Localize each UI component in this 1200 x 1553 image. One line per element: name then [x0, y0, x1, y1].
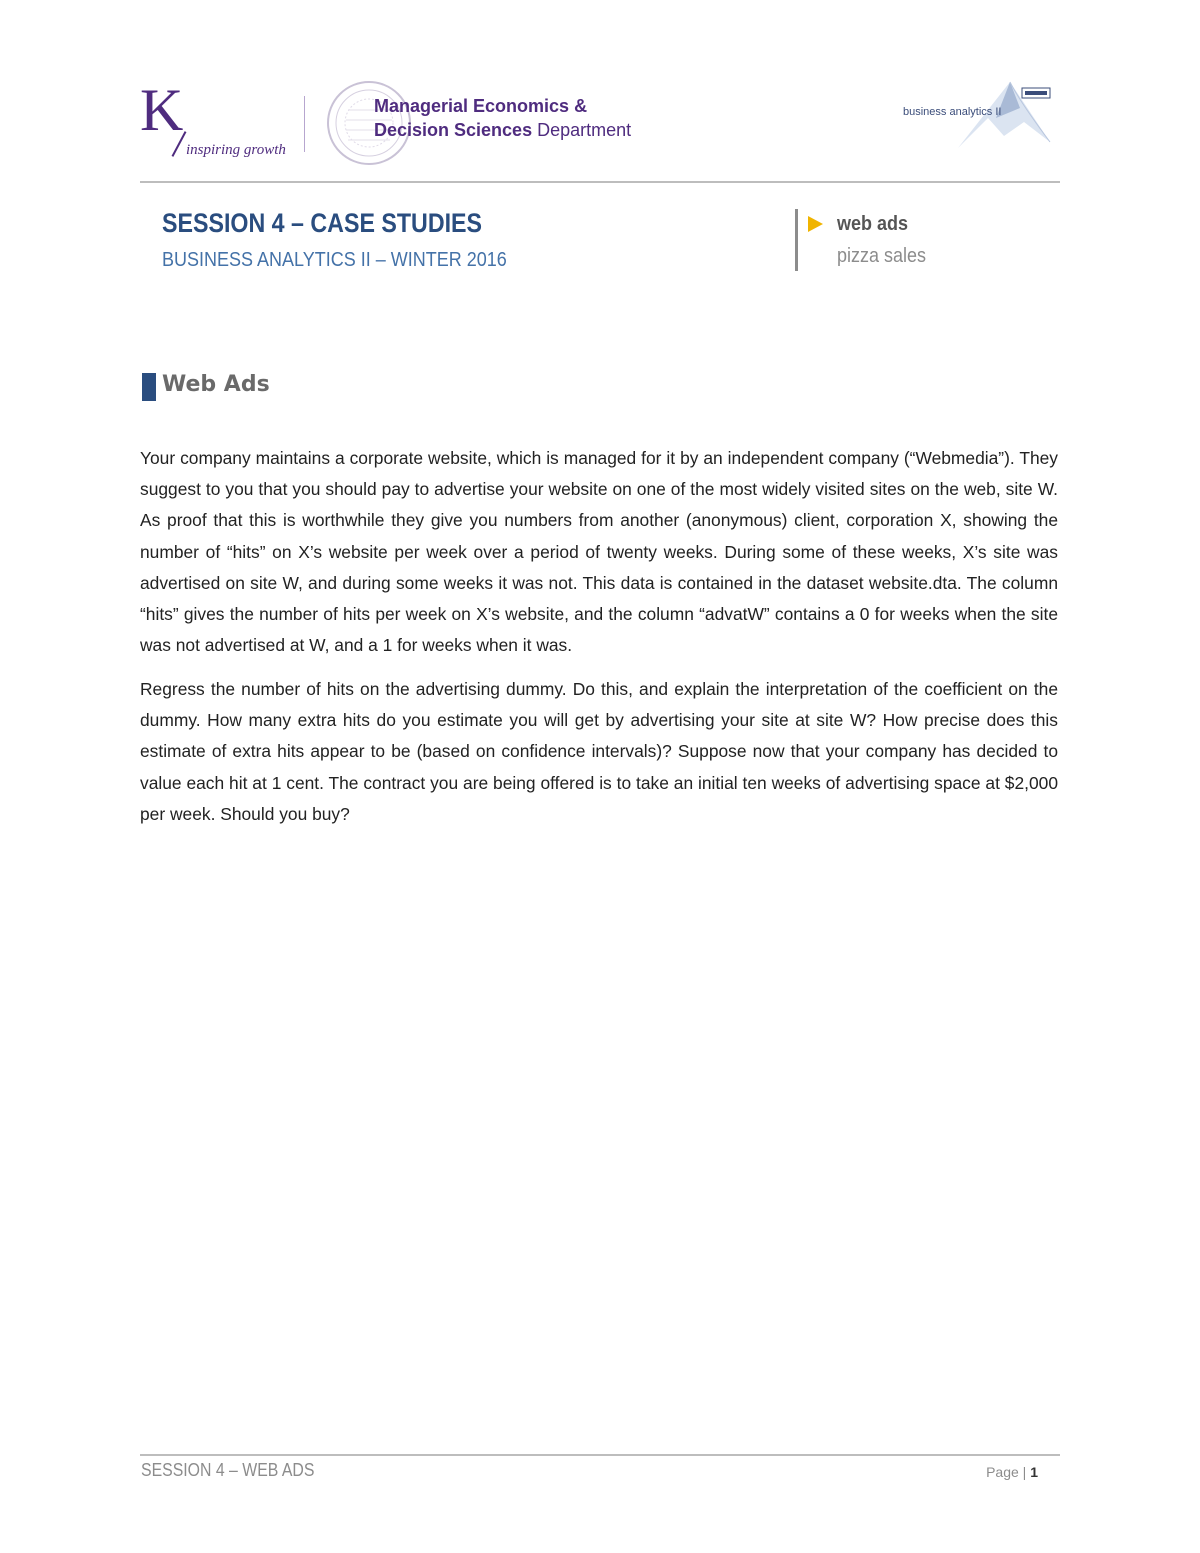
- kellogg-logo-tagline: inspiring growth: [186, 142, 286, 158]
- page-title: SESSION 4 – CASE STUDIES: [162, 208, 483, 238]
- business-analytics-logo: [900, 78, 1060, 158]
- business-analytics-logo-text: business analytics II: [903, 106, 1002, 118]
- header-divider: [304, 96, 305, 152]
- page-subtitle: BUSINESS ANALYTICS II – WINTER 2016: [162, 249, 507, 271]
- kellogg-logo-letter: K: [140, 77, 184, 143]
- toc-item-web-ads: web ads: [837, 213, 909, 235]
- footer-rule: [140, 1454, 1060, 1456]
- department-title: [374, 94, 631, 142]
- page-number-value: 1: [1030, 1464, 1038, 1480]
- toc-item-pizza-sales: pizza sales: [837, 245, 927, 267]
- body-paragraph: Regress the number of hits on the advertising dummy. Do this, and explain the interpretation of the coefficient on the dummy. How many extra hits do you estimate you will get by advertising your site at site W? How precise does this estimate of extra hits appear to be (based on confidence intervals)? Suppose now that your company has decided to value each hit at 1 cent. The contract you are being offered is to take an initial ten weeks of advertising space at $2,000 per week. Should you buy?: [140, 679, 1058, 824]
- header-rule: [140, 181, 1060, 183]
- section-heading: Web Ads: [162, 372, 270, 397]
- body-paragraph: Your company maintains a corporate website, which is managed for it by an independent company (“Webmedia”). They suggest to you that you should pay to advertise your website on one of the most widely visited sites on the web, site W. As proof that this is worthwhile they give you numbers from another (anonymous) client, corporation X, showing the number of “hits” on X’s website per week over a period of twenty weeks. During some of these weeks, X’s site was advertised on site W, and during some weeks it was not. This data is contained in the dataset website.dta. The column “hits” gives the number of hits per week on X’s website, and the column “advatW” contains a 0 for weeks when the site was not advertised at W, and a 1 for weeks when it was.: [140, 448, 1058, 656]
- kellogg-logo: [140, 77, 310, 164]
- toc-divider: [795, 209, 798, 271]
- page-header: [140, 78, 1060, 170]
- page-number-label: Page |: [986, 1464, 1031, 1480]
- department-line-1: Managerial Economics &: [374, 96, 588, 116]
- mountain-logo-icon: [900, 78, 1060, 158]
- footer-section-label: SESSION 4 – WEB ADS: [141, 1460, 315, 1480]
- department-line-2-bold: Decision Sciences: [374, 120, 533, 140]
- page-number: [986, 1464, 1038, 1480]
- department-line-2-rest: Department: [532, 120, 632, 140]
- toc-current-arrow-icon: [808, 216, 823, 232]
- section-marker: [142, 373, 156, 401]
